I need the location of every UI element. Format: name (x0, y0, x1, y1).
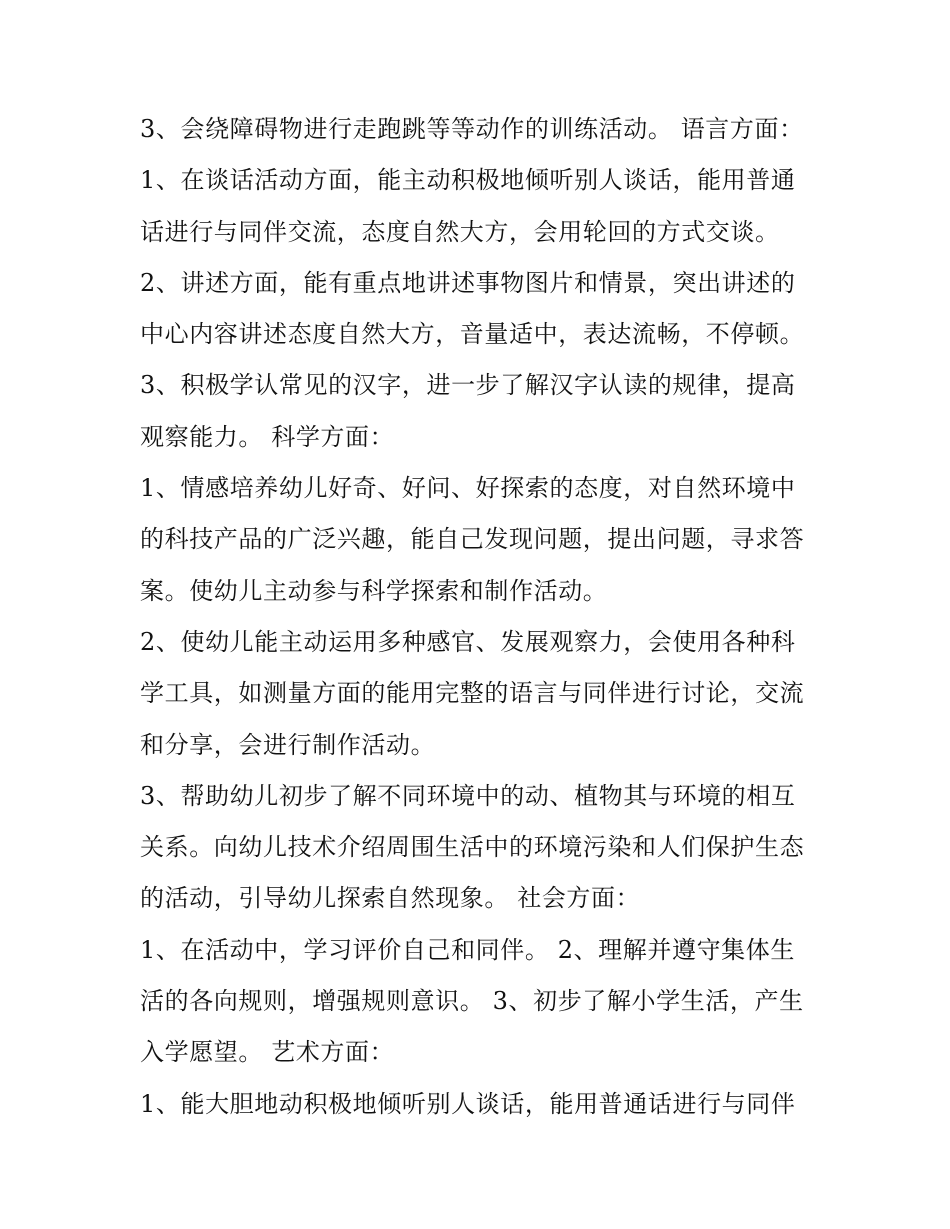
text-line: 关系。向幼儿技术介绍周围生活中的环境污染和人们保护生态 (140, 833, 805, 862)
text-line: 的活动，引导幼儿探索自然现象。 社会方面： (140, 884, 641, 913)
text-line: 活的各向规则，增强规则意识。 3、初步了解小学生活，产生 (140, 987, 804, 1016)
text-line: 1、能大胆地动积极地倾听别人谈话，能用普通话进行与同伴 (140, 1089, 796, 1118)
text-line: 3、会绕障碍物进行走跑跳等等动作的训练活动。 语言方面： (140, 115, 804, 143)
text-line: 1、在活动中，学习评价自己和同伴。 2、理解并遵守集体生 (140, 935, 795, 964)
text-line: 入学愿望。 艺术方面： (140, 1038, 395, 1067)
text-line: 1、在谈话活动方面，能主动积极地倾听别人谈话，能用普通 (140, 166, 796, 195)
text-line: 2、讲述方面，能有重点地讲述事物图片和情景，突出讲述的 (140, 268, 796, 297)
text-line: 学工具，如测量方面的能用完整的语言与同伴进行讨论，交流 (140, 679, 805, 708)
text-line: 2、使幼儿能主动运用多种感官、发展观察力，会使用各种科 (140, 627, 796, 656)
text-line: 中心内容讲述态度自然大方，音量适中，表达流畅，不停顿。 (140, 320, 805, 349)
document-body (140, 104, 820, 1130)
text-line: 3、帮助幼儿初步了解不同环境中的动、植物其与环境的相互 (140, 781, 796, 810)
text-line: 案。使幼儿主动参与科学探索和制作活动。 (140, 576, 608, 605)
text-line: 话进行与同伴交流，态度自然大方，会用轮回的方式交谈。 (140, 217, 780, 246)
text-line: 和分享，会进行制作活动。 (140, 730, 436, 759)
text-line: 3、积极学认常见的汉字，进一步了解汉字认读的规律，提高 (140, 371, 796, 400)
text-line: 的科技产品的广泛兴趣，能自己发现问题，提出问题，寻求答 (140, 525, 805, 554)
text-line: 观察能力。 科学方面： (140, 422, 395, 451)
text-line: 1、情感培养幼儿好奇、好问、好探索的态度，对自然环境中 (140, 474, 796, 503)
